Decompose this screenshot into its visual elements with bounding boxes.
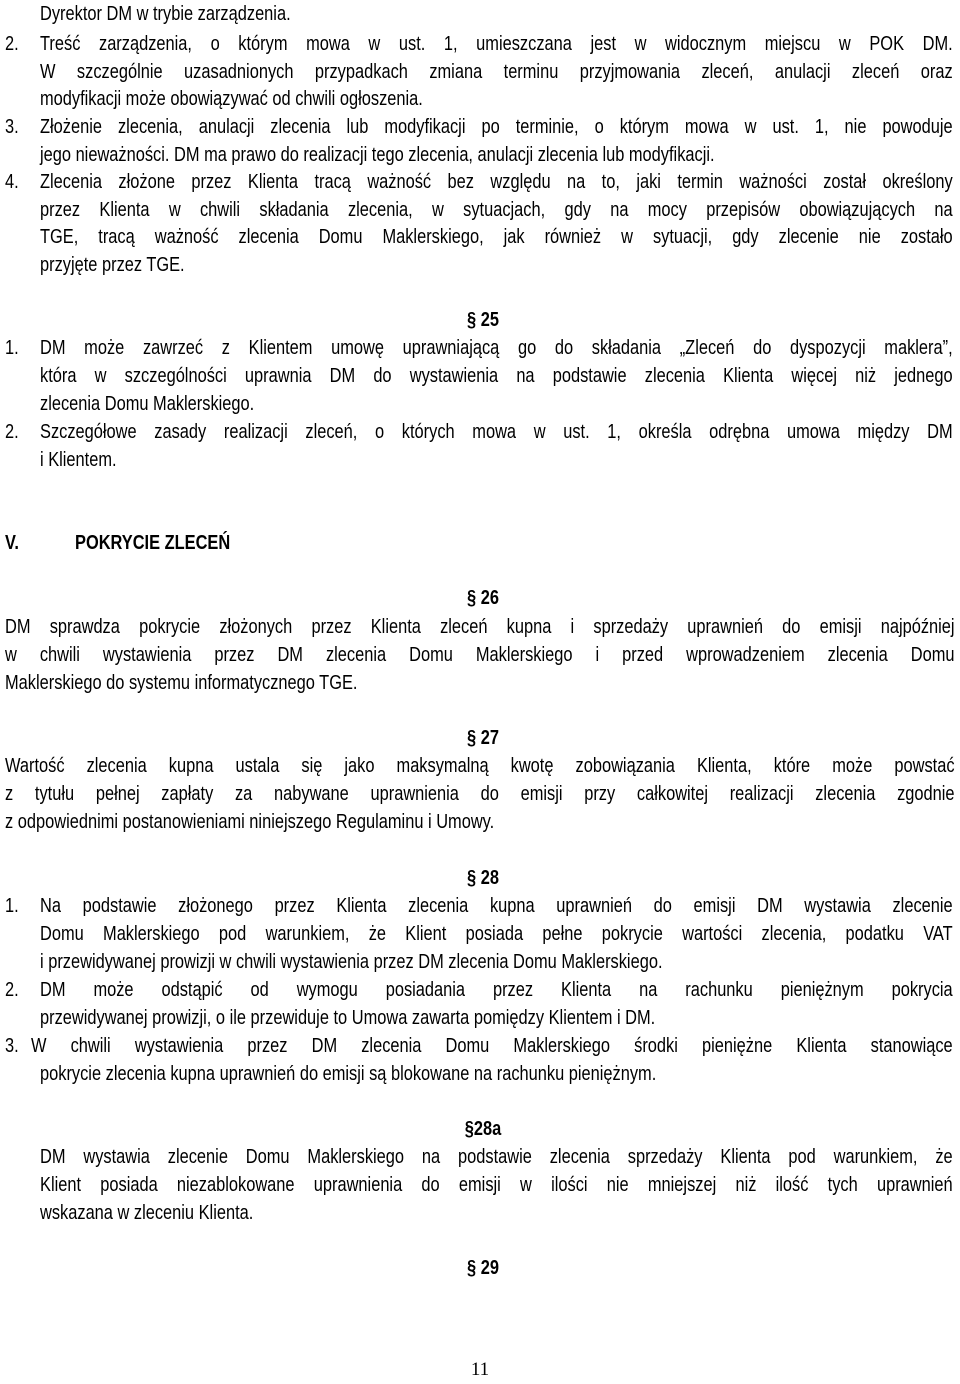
paragraph-line: Maklerskiego do systemu informatycznego TGE. <box>5 672 358 694</box>
paragraph-line: DM może odstąpić od wymogu posiadania przez Klienta na rachunku pieniężnym pokrycia <box>40 979 953 1001</box>
paragraph-line: Domu Maklerskiego pod warunkiem, że Klient posiada pełne pokrycie wartości zlecenia, podatku VAT <box>40 923 953 945</box>
item-number: 1. <box>5 337 19 359</box>
item-number: 1. <box>5 895 19 917</box>
paragraph-line: Szczegółowe zasady realizacji zleceń, o których mowa w ust. 1, określa odrębna umowa między DM <box>40 421 953 443</box>
item-number: 3. <box>5 1035 19 1057</box>
page-number: 11 <box>470 1359 490 1380</box>
paragraph-line: przez Klienta w chwili składania zlecenia, w sytuacjach, gdy na mocy przepisów obowiązujących na <box>40 199 953 221</box>
paragraph-line: w chwili wystawienia przez DM zlecenia Domu Maklerskiego i przed wprowadzeniem zlecenia Domu <box>5 644 955 666</box>
paragraph-line: TGE, tracą ważność zlecenia Domu Maklerskiego, jak również w sytuacji, gdy zlecenie nie zostało <box>40 226 953 248</box>
paragraph-line: z odpowiednimi postanowieniami niniejszego Regulaminu i Umowy. <box>5 811 495 833</box>
item-number: 2. <box>5 33 19 55</box>
paragraph-line: która w szczególności uprawnia DM do wystawienia na podstawie zlecenia Klienta więcej niż jednego <box>40 365 953 387</box>
paragraph-line: i Klientem. <box>40 449 117 471</box>
paragraph-line: Wartość zlecenia kupna ustala się jako maksymalną kwotę zobowiązania Klienta, które może powstać <box>5 755 955 777</box>
section-heading: § 26 <box>467 587 499 609</box>
chapter-number: V. <box>5 532 19 554</box>
chapter-title: POKRYCIE ZLECEŃ <box>75 532 231 554</box>
section-heading: § 27 <box>467 727 499 749</box>
paragraph-line: Zlecenia złożone przez Klienta tracą ważność bez względu na to, jaki termin ważności został określony <box>40 171 953 193</box>
paragraph-line: wskazana w zleceniu Klienta. <box>40 1202 254 1224</box>
paragraph-line: i przewidywanej prowizji w chwili wystawienia przez DM zlecenia Domu Maklerskiego. <box>40 951 663 973</box>
paragraph-line: zlecenia Domu Maklerskiego. <box>40 393 255 415</box>
paragraph-line: Dyrektor DM w trybie zarządzenia. <box>40 3 291 25</box>
section-heading: § 29 <box>467 1257 499 1279</box>
item-number: 3. <box>5 116 19 138</box>
item-number: 2. <box>5 421 19 443</box>
paragraph-line: z tytułu pełnej zapłaty za nabywane uprawnienia do emisji przy całkowitej realizacji zlecenia zgodnie <box>5 783 955 805</box>
paragraph-line: Treść zarządzenia, o którym mowa w ust. 1, umieszczana jest w widocznym miejscu w POK DM. <box>40 33 953 55</box>
paragraph-line: przyjęte przez TGE. <box>40 254 185 276</box>
paragraph-line: pokrycie zlecenia kupna uprawnień do emisji są blokowane na rachunku pieniężnym. <box>40 1063 657 1085</box>
paragraph-line: DM wystawia zlecenie Domu Maklerskiego na podstawie zlecenia sprzedaży Klienta pod warunkiem, że <box>40 1146 953 1168</box>
section-heading: § 25 <box>467 309 499 331</box>
item-number: 2. <box>5 979 19 1001</box>
paragraph-line: W szczególnie uzasadnionych przypadkach zmiana terminu przyjmowania zleceń, anulacji zleceń oraz <box>40 61 953 83</box>
paragraph-line: W chwili wystawienia przez DM zlecenia Domu Maklerskiego środki pieniężne Klienta stanowiące <box>31 1035 953 1057</box>
paragraph-line: Złożenie zlecenia, anulacji zlecenia lub modyfikacji po terminie, o którym mowa w ust. 1, nie powoduje <box>40 116 953 138</box>
paragraph-line: przewidywanej prowizji, o ile przewiduje to Umowa zawarta pomiędzy Klientem i DM. <box>40 1007 656 1029</box>
paragraph-line: Na podstawie złożonego przez Klienta zlecenia kupna uprawnień do emisji DM wystawia zlecenie <box>40 895 953 917</box>
paragraph-line: DM może zawrzeć z Klientem umowę uprawniającą go do składania „Zleceń do dyspozycji maklera”, <box>40 337 953 359</box>
section-heading: § 28 <box>467 867 499 889</box>
paragraph-line: Klient posiada niezablokowane uprawnienia do emisji w ilości nie mniejszej niż ilość tych uprawnień <box>40 1174 953 1196</box>
paragraph-line: DM sprawdza pokrycie złożonych przez Klienta zleceń kupna i sprzedaży uprawnień do emisji najpóźniej <box>5 616 955 638</box>
paragraph-line: jego nieważności. DM ma prawo do realizacji tego zlecenia, anulacji zlecenia lub modyfikacji. <box>40 144 715 166</box>
item-number: 4. <box>5 171 19 193</box>
section-heading: §28a <box>464 1118 502 1140</box>
paragraph-line: modyfikacji może obowiązywać od chwili ogłoszenia. <box>40 88 423 110</box>
